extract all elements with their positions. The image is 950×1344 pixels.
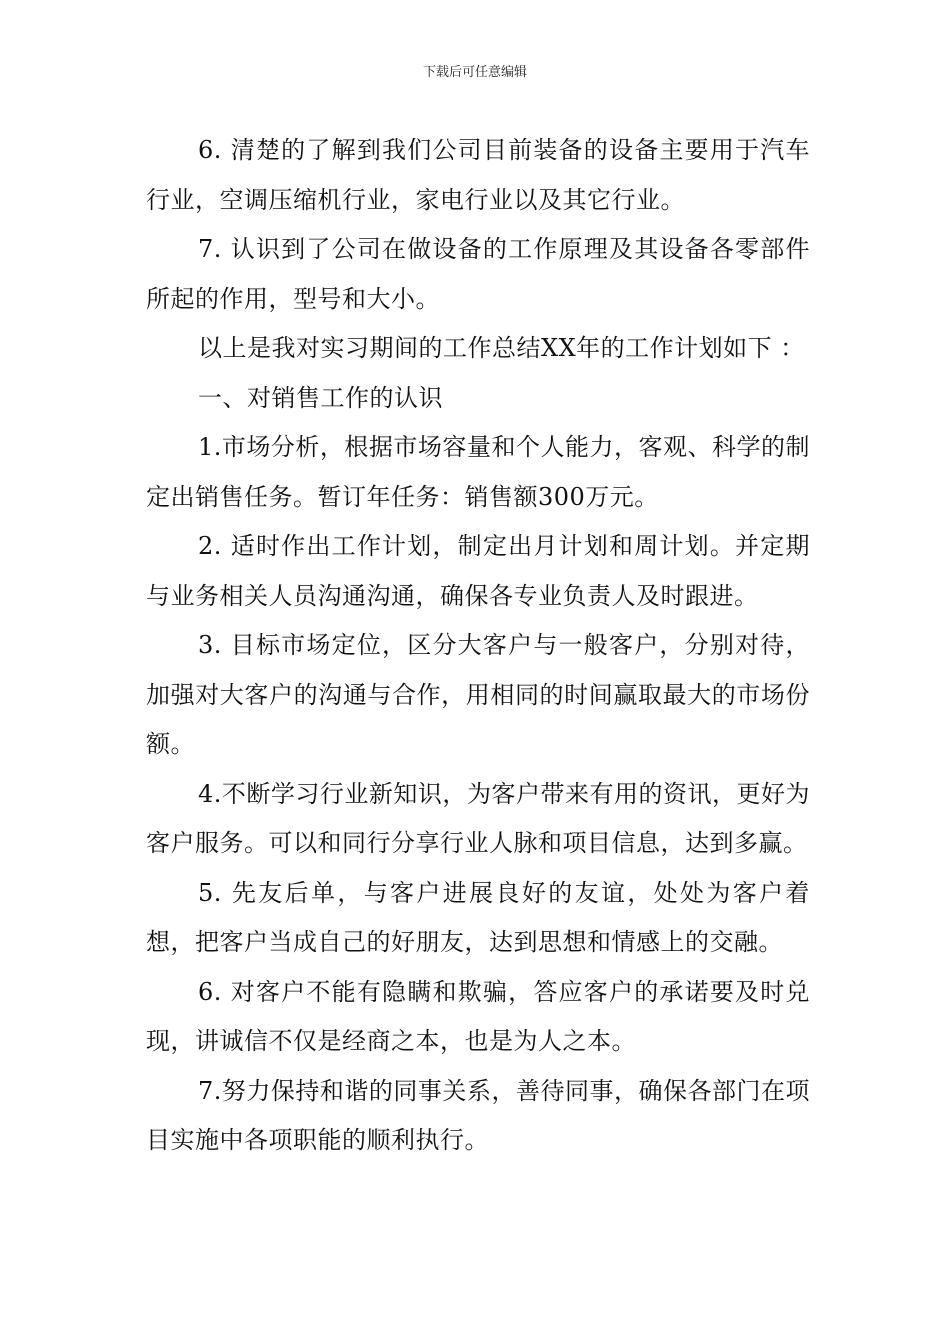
paragraph-plan-1: 1.市场分析，根据市场容量和个人能力，客观、科学的制定出销售任务。暂订年任务：销售额300万元。	[146, 433, 810, 511]
paragraph-plan-5: 5. 先友后单，与客户进展良好的友谊，处处为客户着想，把客户当成自己的好朋友，达到思想和情感上的交融。	[146, 878, 810, 956]
paragraph-plan-2: 2. 适时作出工作计划，制定出月计划和周计划。并定期与业务相关人员沟通沟通，确保各专业负责人及时跟进。	[146, 532, 810, 610]
document-body	[146, 126, 810, 1166]
paragraph-item-7-principles: 7. 认识到了公司在做设备的工作原理及其设备各零部件所起的作用，型号和大小。	[146, 235, 810, 313]
paragraph-plan-3: 3. 目标市场定位，区分大客户与一般客户，分别对待，加强对大客户的沟通与合作，用相同的时间赢取最大的市场份额。	[146, 631, 810, 758]
paragraph-summary-intro: 以上是我对实习期间的工作总结XX年的工作计划如下 ：	[198, 334, 805, 362]
page-header-note: 下载后可任意编辑	[422, 65, 527, 80]
paragraph-item-6-equipment: 6. 清楚的了解到我们公司目前装备的设备主要用于汽车行业，空调压缩机行业，家电行业以及其它行业。	[146, 136, 810, 214]
section-heading-sales: 一、对销售工作的认识	[198, 383, 443, 412]
paragraph-plan-7: 7.努力保持和谐的同事关系，善待同事，确保各部门在项目实施中各项职能的顺利执行。	[146, 1076, 810, 1154]
paragraph-plan-6: 6. 对客户不能有隐瞒和欺骗，答应客户的承诺要及时兑现，讲诚信不仅是经商之本，也是为人之本。	[146, 977, 810, 1055]
paragraph-plan-4: 4.不断学习行业新知识，为客户带来有用的资讯，更好为客户服务。可以和同行分享行业人脉和项目信息，达到多赢。	[146, 779, 810, 857]
